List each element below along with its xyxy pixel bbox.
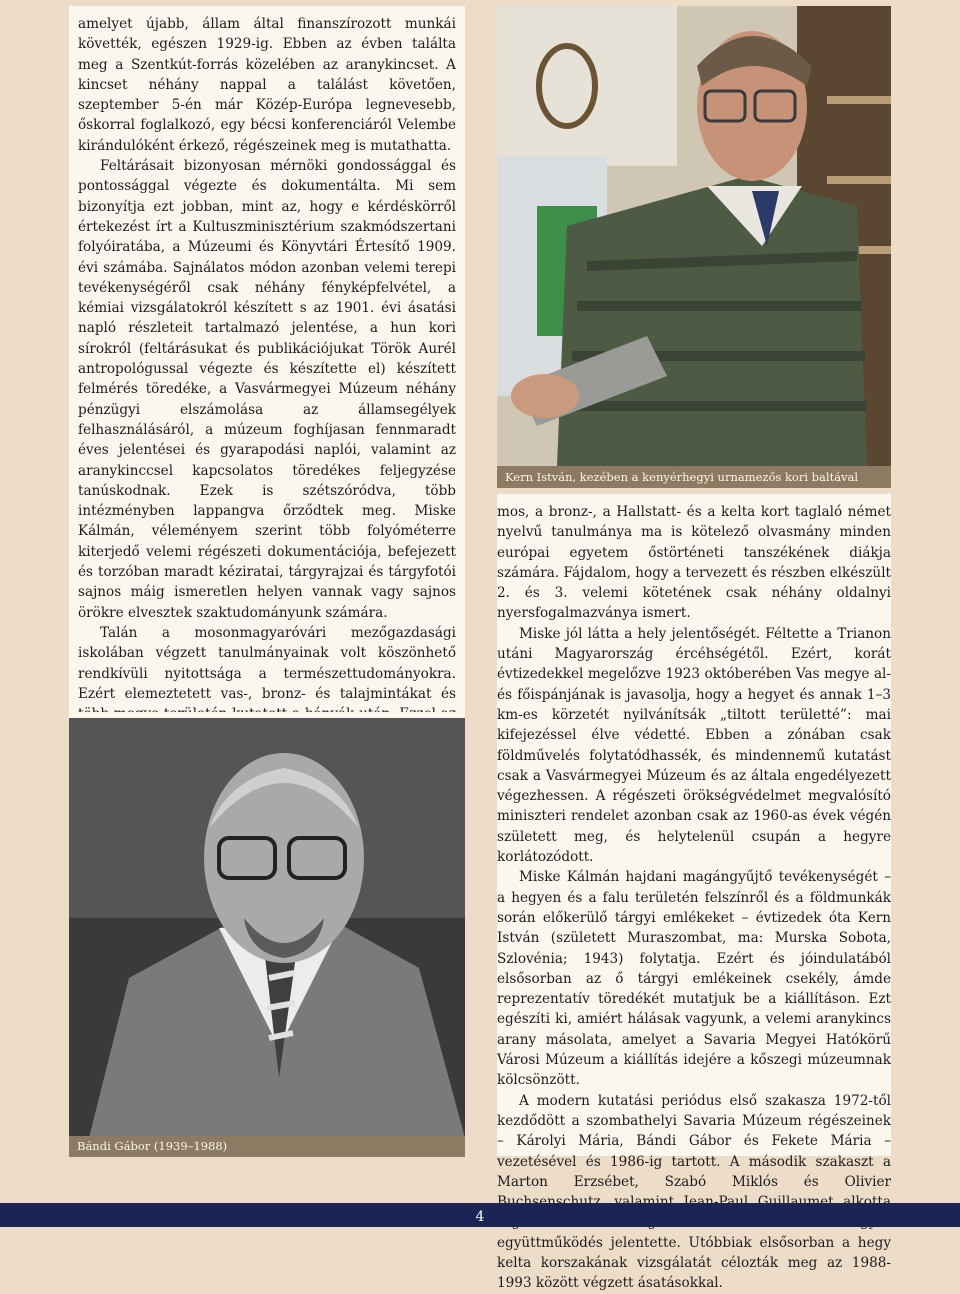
paragraph: Feltárásait bizonyosan mérnöki gondossággal és pontossággal végezte és dokumentálta. Mi sem bizonyítja ezt jobban, mint az, hogy e kérdéskörről értekezést írt a Kultuszminisztérium szakmódszertani folyóiratába, a Múzeumi és Könyvtári Értesítő 1909. évi számába. Sajnálatos módon azonban velemi terepi tevékenységéről csak néhány fényképfelvétel, a kémiai vizsgálatokról készített s az 1901. évi ásatási napló részleteit tartalmazó jelentése, a hun kori sírokról (feltárásukat és publikációjukat Török Aurél antropológussal végezte és készítette el) készített felmérés töredéke, a Vasvármegyei Múzeum néhány pénzügyi elszámolása az államsegélyek felhasználásáról, a múzeum foghíjasan fennmaradt éves jelentései és gyarapodási naplói, valamint az aranykinccsel kapcsolatos töredékes feljegyzése tanúskodnak. Ezek is szétszóródva, több intézményben lappangva őrződtek meg. Miske Kálmán, véleményem szerint több folyóméterre kiterjedő velemi régészeti dokumentációja, befejezett és torzóban maradt kéziratai, tárgyrajzai és tárgyfotói sajnos máig ismeretlen helyen vannak vagy sajnos örökre elvesztek szaktudományunk számára.	[78, 158, 456, 621]
paragraph: Talán a mosonmagyaróvári mezőgazdasági iskolában végzett tanulmányainak volt köszönhető rendkívüli nyitottsága a természettudományokra. Ezért elemeztetett vas-, bronz- és talajmintákat és	[78, 624, 456, 702]
kern-istvan-photo	[497, 6, 891, 466]
footer-bar	[0, 1203, 960, 1227]
page-number: 4	[475, 1209, 485, 1225]
kern-photo-block	[497, 6, 891, 488]
bandi-photo-caption: Bándi Gábor (1939–1988)	[69, 1136, 465, 1157]
bandi-gabor-photo	[69, 718, 465, 1138]
paragraph: mos, a bronz-, a Hallstatt- és a kelta kort taglaló német nyelvű tanulmánya ma is kötelező olvasmány minden európai egyetem őstörténeti tanszékének diákja számára. Fájdalom, hogy a tervezett és részben elkészült 2. és 3. velemi kötetének csak néhány oldalnyi nyersfogalmazványa ismert.	[497, 504, 891, 622]
paragraph: A modern kutatási periódus első szakasza 1972-től kezdődött a szombathelyi Savaria Múzeum régészeinek – Károlyi Mária, Bándi Gábor és Fekete Mária – vezetésével és 1986-ig tartott. A második szakaszt a Marton Erzsébet, Szabó Miklós és Olivier együttműködés jelentette. Utóbbiak elsősorban a hegy kelta korszakának vizsgálatát célozták meg az 1988-1993 között végzett ásatásokkal.	[497, 1092, 891, 1292]
paragraph: Miske jól látta a hely jelentőségét. Féltette a Trianon utáni Magyarország ércéhségétől. Ezért, korát évtizedekkel megelőzve 1923 októberében Vas megye al- és főispánjának is javasolja, hogy a hegyet és annak 1–3 km-es körzetét nyilvánítsák „tiltott területté”: mai kifejezéssel élve védetté. Ebben a zónában csak földművelés folytatódhassék, és mindennemű kutatást csak a Vasvármegyei Múzeum és az általa engedélyezett végezhessen. A régészeti örökségvédelmet megvalósító miniszteri rendelet azonban csak az 1960-as évek végén született meg, és helytelenül csupán a hegyre korlátozódott.	[497, 625, 891, 866]
kern-photo-caption: Kern István, kezében a kenyérhegyi urnamezős kori baltával	[497, 466, 891, 488]
paragraph: Miske Kálmán hajdani magángyűjtő tevékenységét – a hegyen és a falu területén felszínről és a földmunkák során előkerülő tárgyi emlékeket – évtizedek óta Kern István (született Muraszombat, ma: Murska Sobota, Szlovénia; 1943) folytatja. Ezért és jóindulatából elsősorban az ő tárgyi emlékeinek csekély, ámde reprezentatív töredékét mutatjuk be a kiállításon. Ezt egészíti ki, amiért hálásak vagyunk, a velemi aranykincs arany másolata, amelyet a Savaria Megyei Hatókörű Városi Múzeum a kiállítás idejére a kőszegi múzeumnak kölcsönzött.	[497, 869, 891, 1089]
paragraph: amelyet újabb, állam által finanszírozott munkái követték, egészen 1929-ig. Ebben az évben találta meg a Szentkút-forrás közelében az aranykincset. A kincset néhány nappal a találást követően, szeptember 5-én már Közép-Európa legnevesebb, őskorral foglalkozó, egy bécsi konferenciáról Velembe kirándulóként érkező, régészeinek meg is mutathatta.	[78, 16, 456, 154]
left-text-column	[69, 6, 465, 712]
right-text-column	[497, 494, 891, 1292]
bandi-photo-block	[69, 712, 465, 1157]
